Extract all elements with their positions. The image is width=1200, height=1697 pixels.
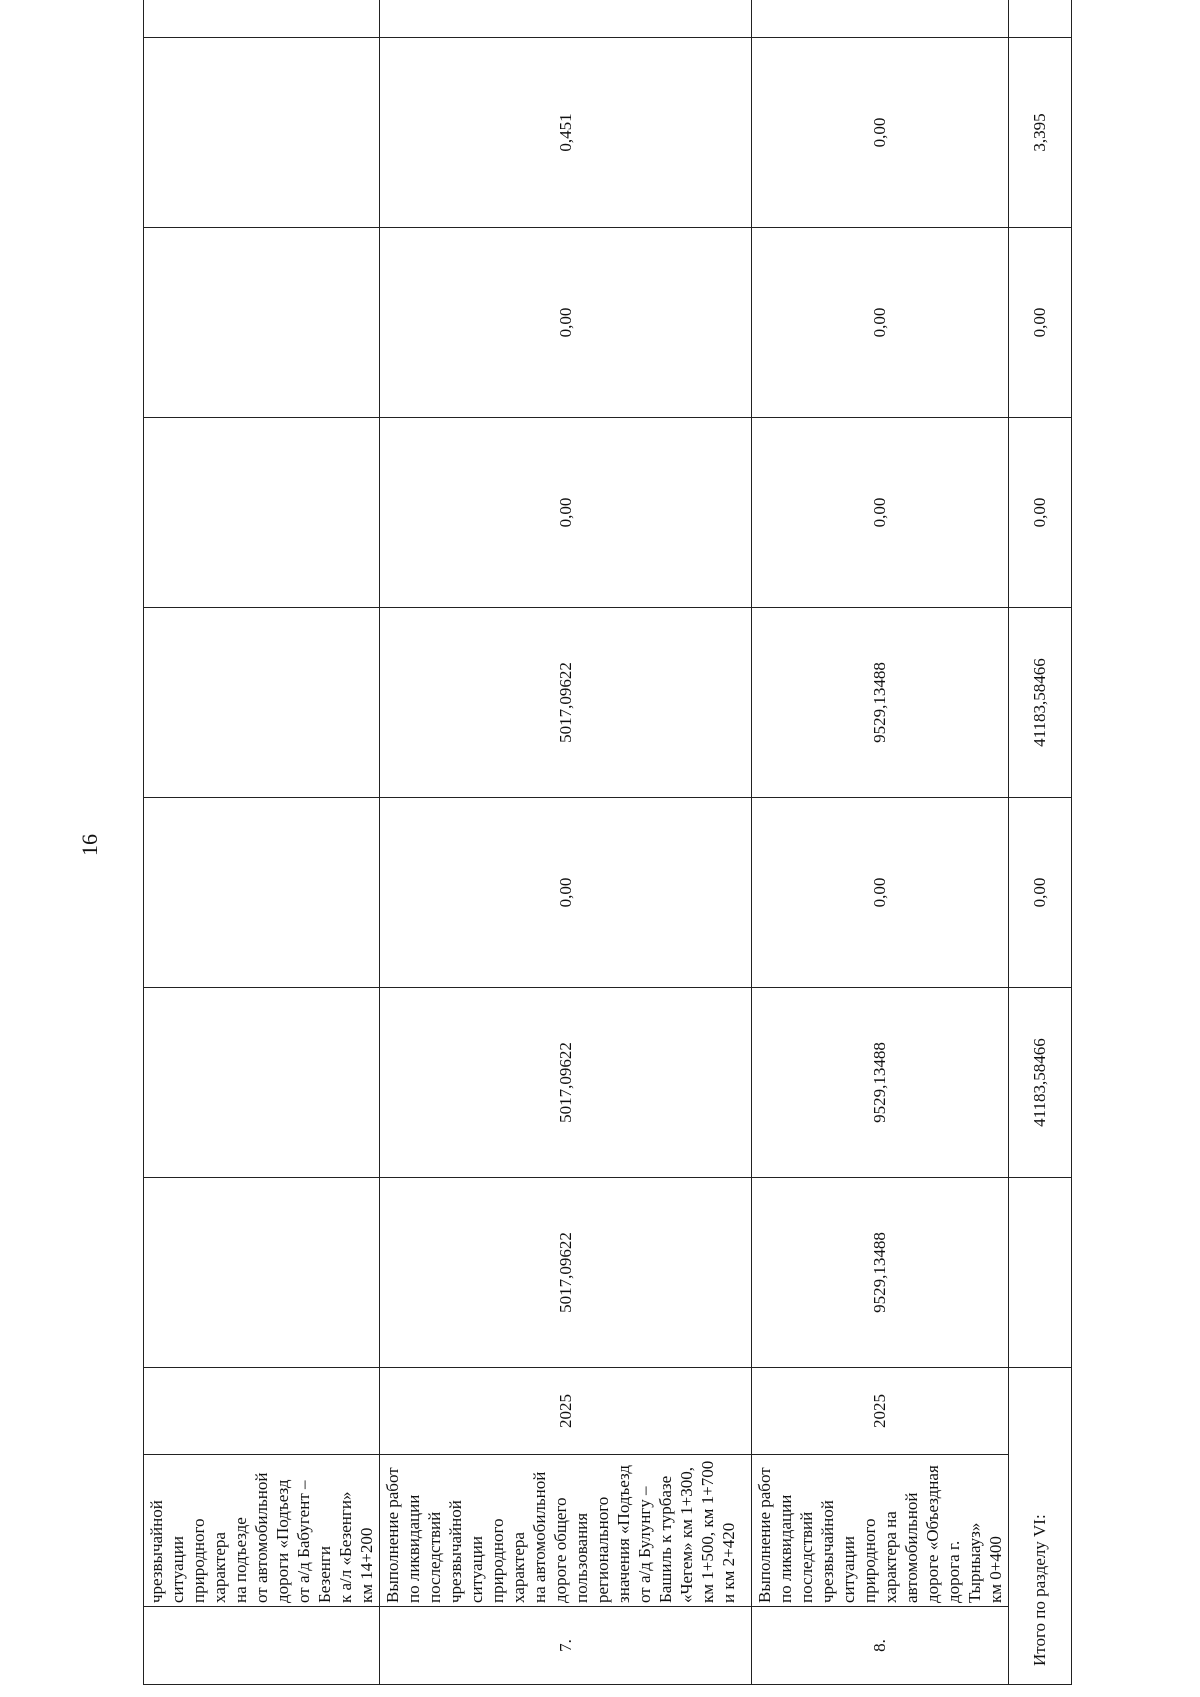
value-cell: [144, 1178, 380, 1368]
total-value-cell: 41183,58466: [1009, 608, 1072, 798]
value-cell: 0,00: [380, 228, 752, 418]
value-cell: 0,00: [752, 38, 1009, 228]
value-cell: [144, 798, 380, 988]
total-value-cell: 41183,58466: [1009, 988, 1072, 1178]
value-cell: 9529,13488: [752, 988, 1009, 1178]
value-cell: 0,00: [752, 228, 1009, 418]
value-cell: [144, 228, 380, 418]
row-number: 7.: [380, 1607, 752, 1685]
row-description: Выполнение работ по ликвидации последствий чрезвычайной ситуации природного характера на автомобильной дороге «Объездная дорога г. Тырныауз» км 0+400: [752, 1455, 1009, 1607]
budget-table: [143, 0, 1072, 1685]
page-number: 16: [77, 834, 102, 856]
value-cell: [144, 988, 380, 1178]
value-cell: 9529,13488: [752, 1178, 1009, 1368]
value-cell: 5017,09622: [380, 988, 752, 1178]
value-cell: 5017,09622: [380, 608, 752, 798]
total-value-cell: 0,00: [1009, 798, 1072, 988]
year-cell: 2025: [752, 1368, 1009, 1455]
row-number: [144, 1607, 380, 1685]
rotated-table-container: [143, 50, 1050, 1685]
value-cell: [144, 38, 380, 228]
value-cell: 5017,09622: [380, 1178, 752, 1368]
year-cell: [144, 1368, 380, 1455]
value-cell: [144, 608, 380, 798]
total-value-cell: [1009, 0, 1072, 38]
value-cell: 0,00: [752, 798, 1009, 988]
total-value-cell: 3,395: [1009, 38, 1072, 228]
total-label: Итого по разделу VI:: [1009, 1368, 1072, 1685]
value-cell: 9529,13488: [752, 608, 1009, 798]
year-cell: 2025: [380, 1368, 752, 1455]
total-value-cell: [1009, 1178, 1072, 1368]
table-row: [752, 0, 1009, 1685]
value-cell: [380, 0, 752, 38]
table-row: [380, 0, 752, 1685]
value-cell: 0,451: [380, 38, 752, 228]
value-cell: 0,00: [752, 418, 1009, 608]
value-cell: [144, 0, 380, 38]
total-value-cell: 0,00: [1009, 228, 1072, 418]
value-cell: 0,00: [380, 798, 752, 988]
total-value-cell: 0,00: [1009, 418, 1072, 608]
value-cell: [144, 418, 380, 608]
value-cell: [752, 0, 1009, 38]
value-cell: 0,00: [380, 418, 752, 608]
row-description: чрезвычайной ситуации природного характера на подъезде от автомобильной дороги «Подъезд от а/д Бабугент – Безенги к а/л «Безенги» км 14+200: [144, 1455, 380, 1607]
row-number: 8.: [752, 1607, 1009, 1685]
total-row: [1009, 0, 1072, 1685]
row-description: Выполнение работ по ликвидации последствий чрезвычайной ситуации природного характера на автомобильной дороге общего пользования регионального значения «Подъезд от а/д Булунгу – Башиль к турбазе «Чегем» км 1+300, км 1+500, км 1+700 и км 2+420: [380, 1455, 752, 1607]
table-row: [144, 0, 380, 1685]
